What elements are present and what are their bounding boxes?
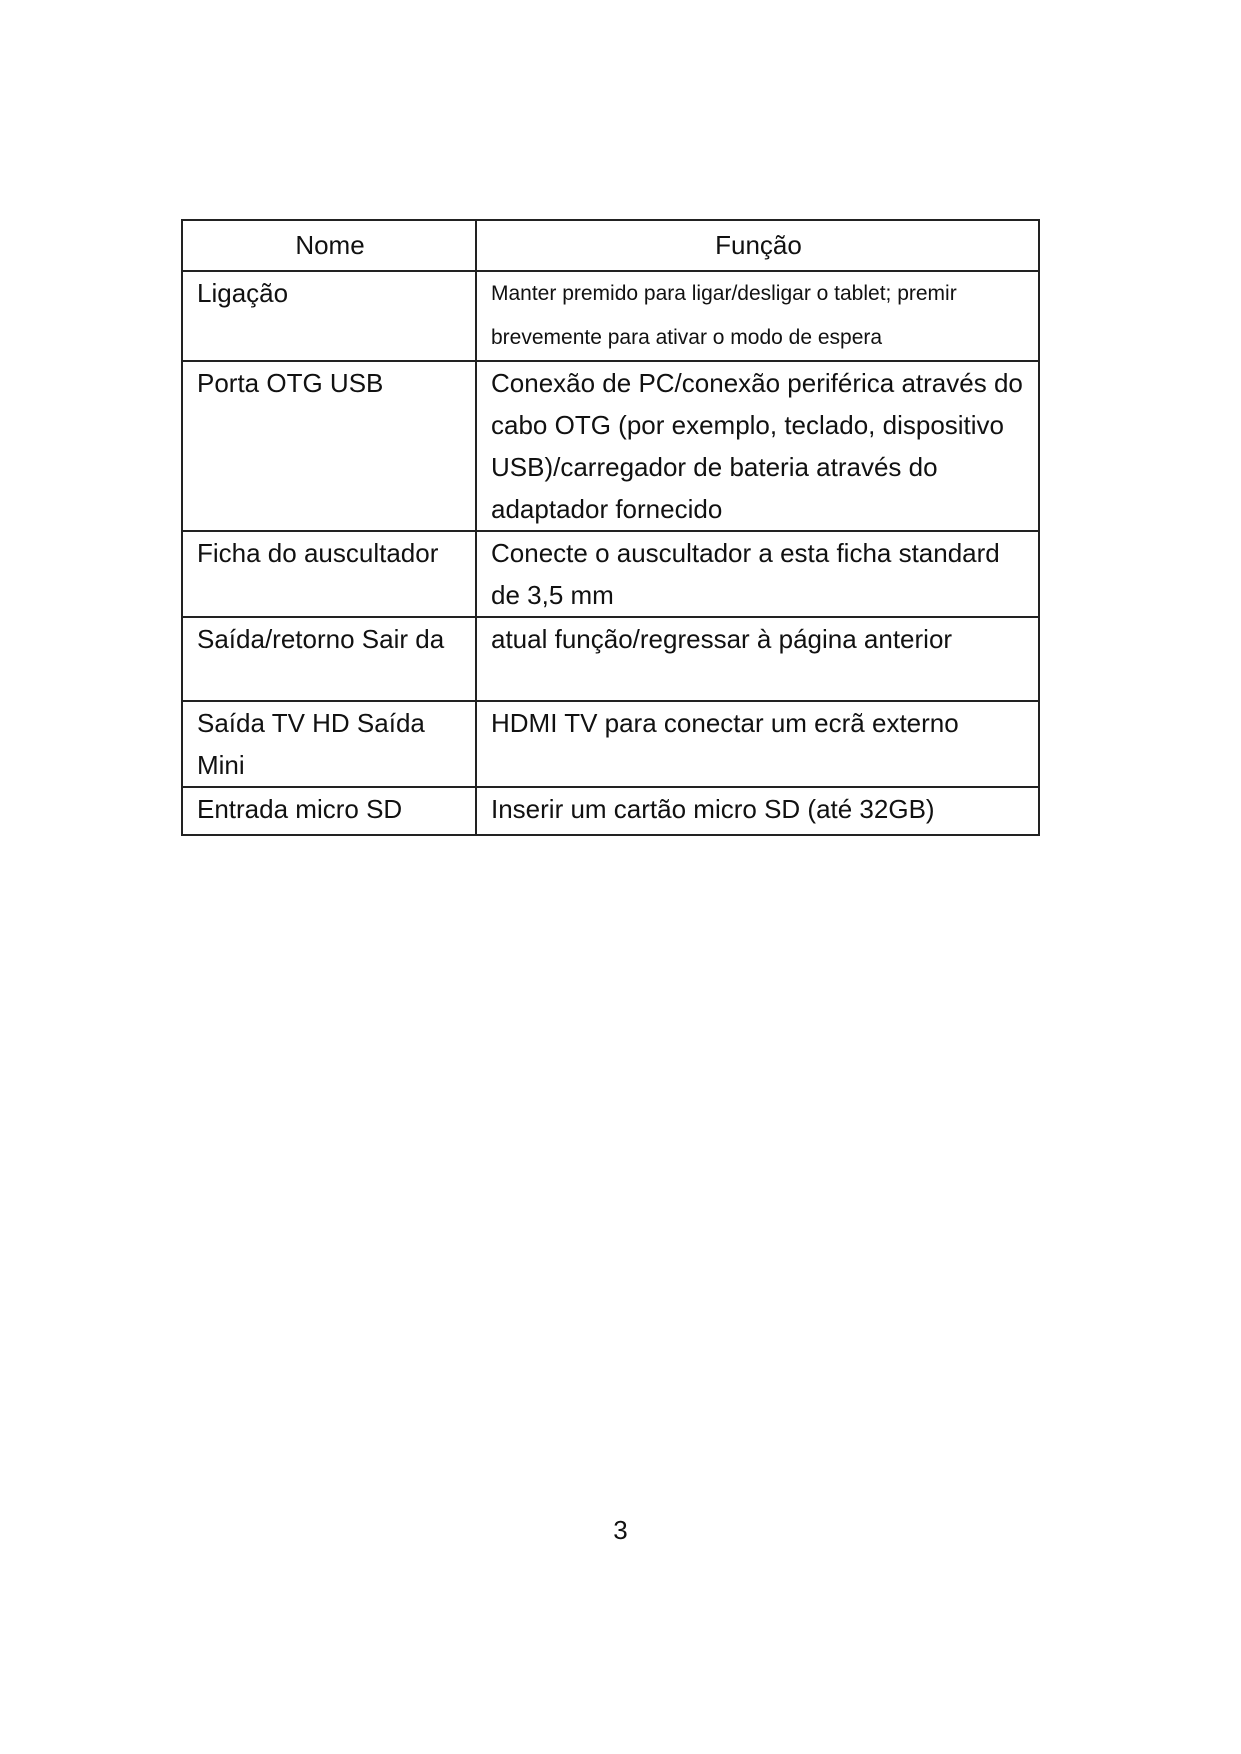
page-number: 3 [613,1515,628,1545]
button-function-table [181,219,1040,836]
table-header-row [182,220,1039,271]
row-function-cell: Manter premido para ligar/desligar o tablet; premir brevemente para ativar o modo de espera [476,271,1039,361]
table-row [182,271,1039,361]
table-row [182,701,1039,787]
row-name-cell: Saída TV HD Saída Mini [182,701,476,787]
row-function-cell: atual função/regressar à página anterior [476,617,1039,701]
row-function-cell: Conecte o auscultador a esta ficha standard de 3,5 mm [476,531,1039,617]
row-function-cell: Conexão de PC/conexão periférica através do cabo OTG (por exemplo, teclado, dispositivo USB)/carregador de bateria através do adaptador fornecido [476,361,1039,531]
header-function: Função [476,220,1039,271]
header-name: Nome [182,220,476,271]
table-row [182,361,1039,531]
table-row [182,787,1039,835]
row-function-cell: HDMI TV para conectar um ecrã externo [476,701,1039,787]
table-row [182,617,1039,701]
row-name-cell: Ficha do auscultador [182,531,476,617]
row-name-cell: Saída/retorno Sair da [182,617,476,701]
row-name-cell: Porta OTG USB [182,361,476,531]
table-row [182,531,1039,617]
row-name-cell: Entrada micro SD [182,787,476,835]
row-name-cell: Ligação [182,271,476,361]
row-function-cell: Inserir um cartão micro SD (até 32GB) [476,787,1039,835]
